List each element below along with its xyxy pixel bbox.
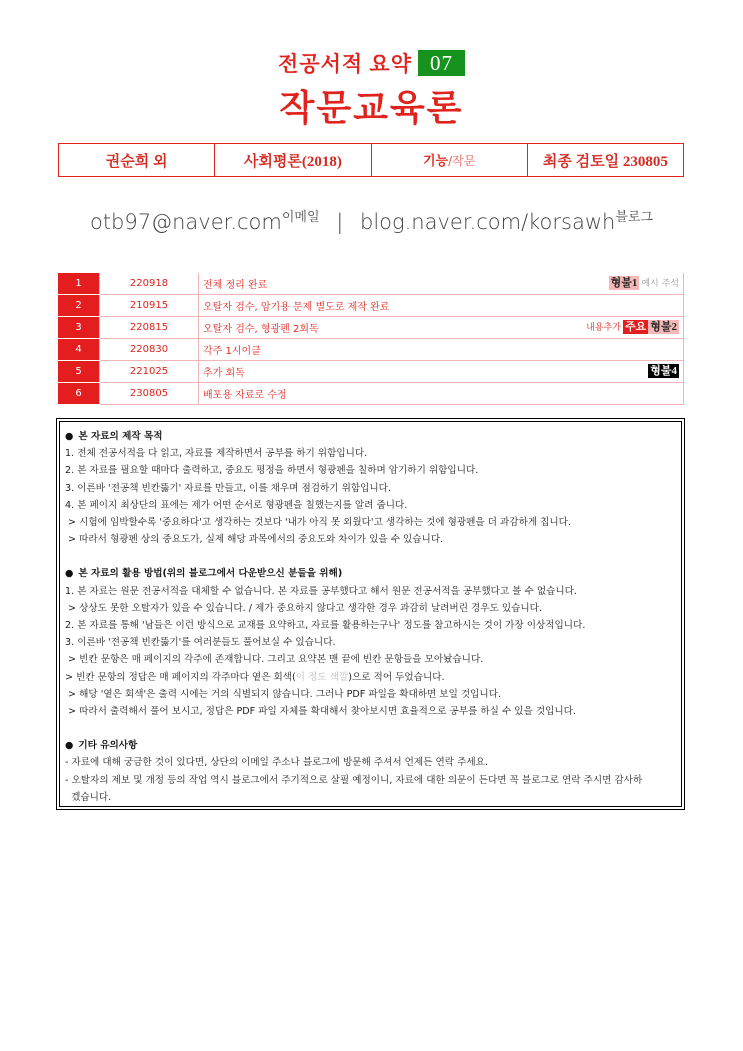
email-label: 이메일 bbox=[281, 210, 320, 225]
type-cell bbox=[371, 144, 527, 177]
revision-desc: 배포용 자료로 수정 bbox=[199, 383, 684, 405]
revision-row bbox=[58, 273, 684, 295]
book-info-table bbox=[58, 143, 684, 177]
revision-date: 220918 bbox=[100, 273, 199, 295]
notice-line: 2. 본 자료를 필요할 때마다 출력하고, 중요도 평정을 하면서 형광펜을 칠하며 암기하기 위함입니다. bbox=[65, 465, 479, 477]
revision-row bbox=[58, 339, 684, 361]
revision-row bbox=[58, 383, 684, 405]
section-usage bbox=[65, 583, 675, 669]
section-purpose bbox=[65, 445, 675, 548]
revision-date: 230805 bbox=[100, 383, 199, 405]
series-number: 07 bbox=[418, 50, 465, 76]
notice-line: > 해당 '옅은 회색'은 출력 시에는 거의 식별되지 않습니다. 그러나 PDF 파일을 확대하면 보일 것입니다. bbox=[65, 688, 502, 700]
notice-line: 3. 이른바 '전공책 빈칸뚫기' 자료를 만들고, 이를 채우며 점검하기 위함입니다. bbox=[65, 482, 391, 494]
contact-line bbox=[0, 206, 743, 234]
section-heading-purpose: ● 본 자료의 제작 목적 bbox=[65, 431, 163, 442]
notice-line: > 시험에 임박할수록 '중요하다'고 생각하는 것보다 '내가 아직 못 외웠다'고 생각하는 것에 형광펜을 더 과감하게 칩니다. bbox=[65, 517, 572, 529]
publisher-cell: 사회평론(2018) bbox=[215, 144, 371, 177]
subtitle-text: 전공서적 요약 bbox=[278, 52, 412, 76]
highlight-tag: 형불2 bbox=[650, 321, 677, 333]
revision-no: 5 bbox=[58, 361, 100, 383]
author-cell: 권순희 외 bbox=[59, 144, 215, 177]
notice-line: > 상상도 못한 오탈자가 있을 수 있습니다. / 제가 중요하지 않다고 생각한 경우 과감히 날려버린 경우도 있습니다. bbox=[65, 602, 542, 614]
revision-no: 6 bbox=[58, 383, 100, 405]
contact-separator: | bbox=[336, 210, 344, 234]
highlight-tag: 주요 bbox=[624, 321, 647, 333]
section-heading-notes: ● 기타 유의사항 bbox=[65, 740, 138, 752]
subtitle bbox=[0, 48, 743, 78]
revision-date: 221025 bbox=[100, 361, 199, 383]
email-link[interactable]: otb97@naver.com bbox=[89, 210, 282, 234]
notice-line: 3. 이른바 '전공책 빈칸뚫기'를 여러분들도 풀어보실 수 있습니다. bbox=[65, 637, 336, 649]
notice-line: - 자료에 대해 궁금한 것이 있다면, 상단의 이메일 주소나 블로그에 방문해 주셔서 언제든 연락 주세요. bbox=[65, 757, 488, 769]
revision-desc: 전체 정리 완료 형불1 예시 주석 bbox=[199, 273, 684, 295]
section-heading-usage: ● 본 자료의 활용 방법(위의 블로그에서 다운받으신 분들을 위해) bbox=[65, 568, 343, 580]
type-main: 기능 bbox=[422, 154, 449, 169]
notice-line: > 빈칸 문항은 매 페이지의 각주에 존재합니다. 그리고 요약본 맨 끝에 빈칸 문항들을 모아놨습니다. bbox=[65, 654, 484, 666]
notice-line: > 빈칸 문항의 정답은 매 페이지의 각주마다 옅은 회색(이 정도 색깔)으로 적어 두었습니다. bbox=[65, 671, 445, 683]
revision-date: 220815 bbox=[100, 317, 199, 339]
revision-no: 4 bbox=[58, 339, 100, 361]
notice-line: > 따라서 형광펜 상의 중요도가, 실제 해당 과목에서의 중요도와 차이가 있을 수 있습니다. bbox=[65, 534, 444, 546]
notice-line: 1. 전체 전공서적을 다 읽고, 자료를 제작하면서 공부를 하기 위함입니다. bbox=[65, 448, 368, 460]
notice-line: - 오탈자의 제보 및 개정 등의 작업 역시 블로그에서 주기적으로 살필 예정이니, 자료에 대한 의문이 든다면 꼭 블로그로 연락 주시면 감사하 bbox=[65, 774, 643, 786]
type-sub: /작문 bbox=[448, 154, 476, 168]
notice-box bbox=[56, 418, 685, 810]
notice-line: 겠습니다. bbox=[65, 791, 112, 803]
page-title: 작문교육론 bbox=[279, 88, 464, 129]
notice-line: 1. 본 자료는 원문 전공서적을 대체할 수 없습니다. 본 자료를 공부했다고 해서 원문 전공서적을 공부했다고 볼 수 없습니다. bbox=[65, 585, 577, 597]
revision-desc: 각주 1시이클 bbox=[199, 339, 684, 361]
blog-link[interactable]: blog.naver.com/korsawh bbox=[360, 210, 616, 234]
revision-no: 1 bbox=[58, 273, 100, 295]
highlight-tag: 예시 주석 bbox=[641, 279, 679, 289]
revision-no: 2 bbox=[58, 295, 100, 317]
revision-table bbox=[58, 273, 684, 405]
document-header bbox=[0, 48, 743, 131]
highlight-tag: 형불4 bbox=[650, 365, 677, 377]
highlight-tag: 내용추가 bbox=[586, 323, 621, 333]
revision-no: 3 bbox=[58, 317, 100, 339]
revision-desc: 오탈자 검수, 형광펜 2회독 내용추가 주요 형불2 bbox=[199, 317, 684, 339]
notice-line: 4. 본 페이지 최상단의 표에는 제가 어떤 순서로 형광펜을 칠했는지를 알려 줍니다. bbox=[65, 499, 408, 511]
faint-sample-text: 이 정도 색깔 bbox=[295, 671, 349, 683]
section-usage-tail bbox=[65, 686, 675, 720]
section-notes bbox=[65, 754, 675, 806]
review-date-cell: 최종 검토일 230805 bbox=[527, 144, 683, 177]
notice-line: 2. 본 자료를 통해 '남들은 이런 방식으로 교재를 요약하고, 자료를 활용하는구나' 정도를 참고하시는 것이 가장 이상적입니다. bbox=[65, 620, 586, 632]
blog-label: 블로그 bbox=[615, 210, 654, 225]
revision-row bbox=[58, 317, 684, 339]
highlight-tag: 형불1 bbox=[610, 277, 638, 289]
revision-row bbox=[58, 295, 684, 317]
revision-date: 210915 bbox=[100, 295, 199, 317]
notice-line: > 따라서 출력해서 풀어 보시고, 정답은 PDF 파일 자체를 확대해서 찾아보시면 효율적으로 공부를 하실 수 있을 것입니다. bbox=[65, 706, 576, 718]
revision-desc: 추가 회독 형불4 bbox=[199, 361, 684, 383]
revision-date: 220830 bbox=[100, 339, 199, 361]
revision-row bbox=[58, 361, 684, 383]
revision-desc: 오탈자 검수, 암기용 문제 별도로 제작 완료 bbox=[199, 295, 684, 317]
